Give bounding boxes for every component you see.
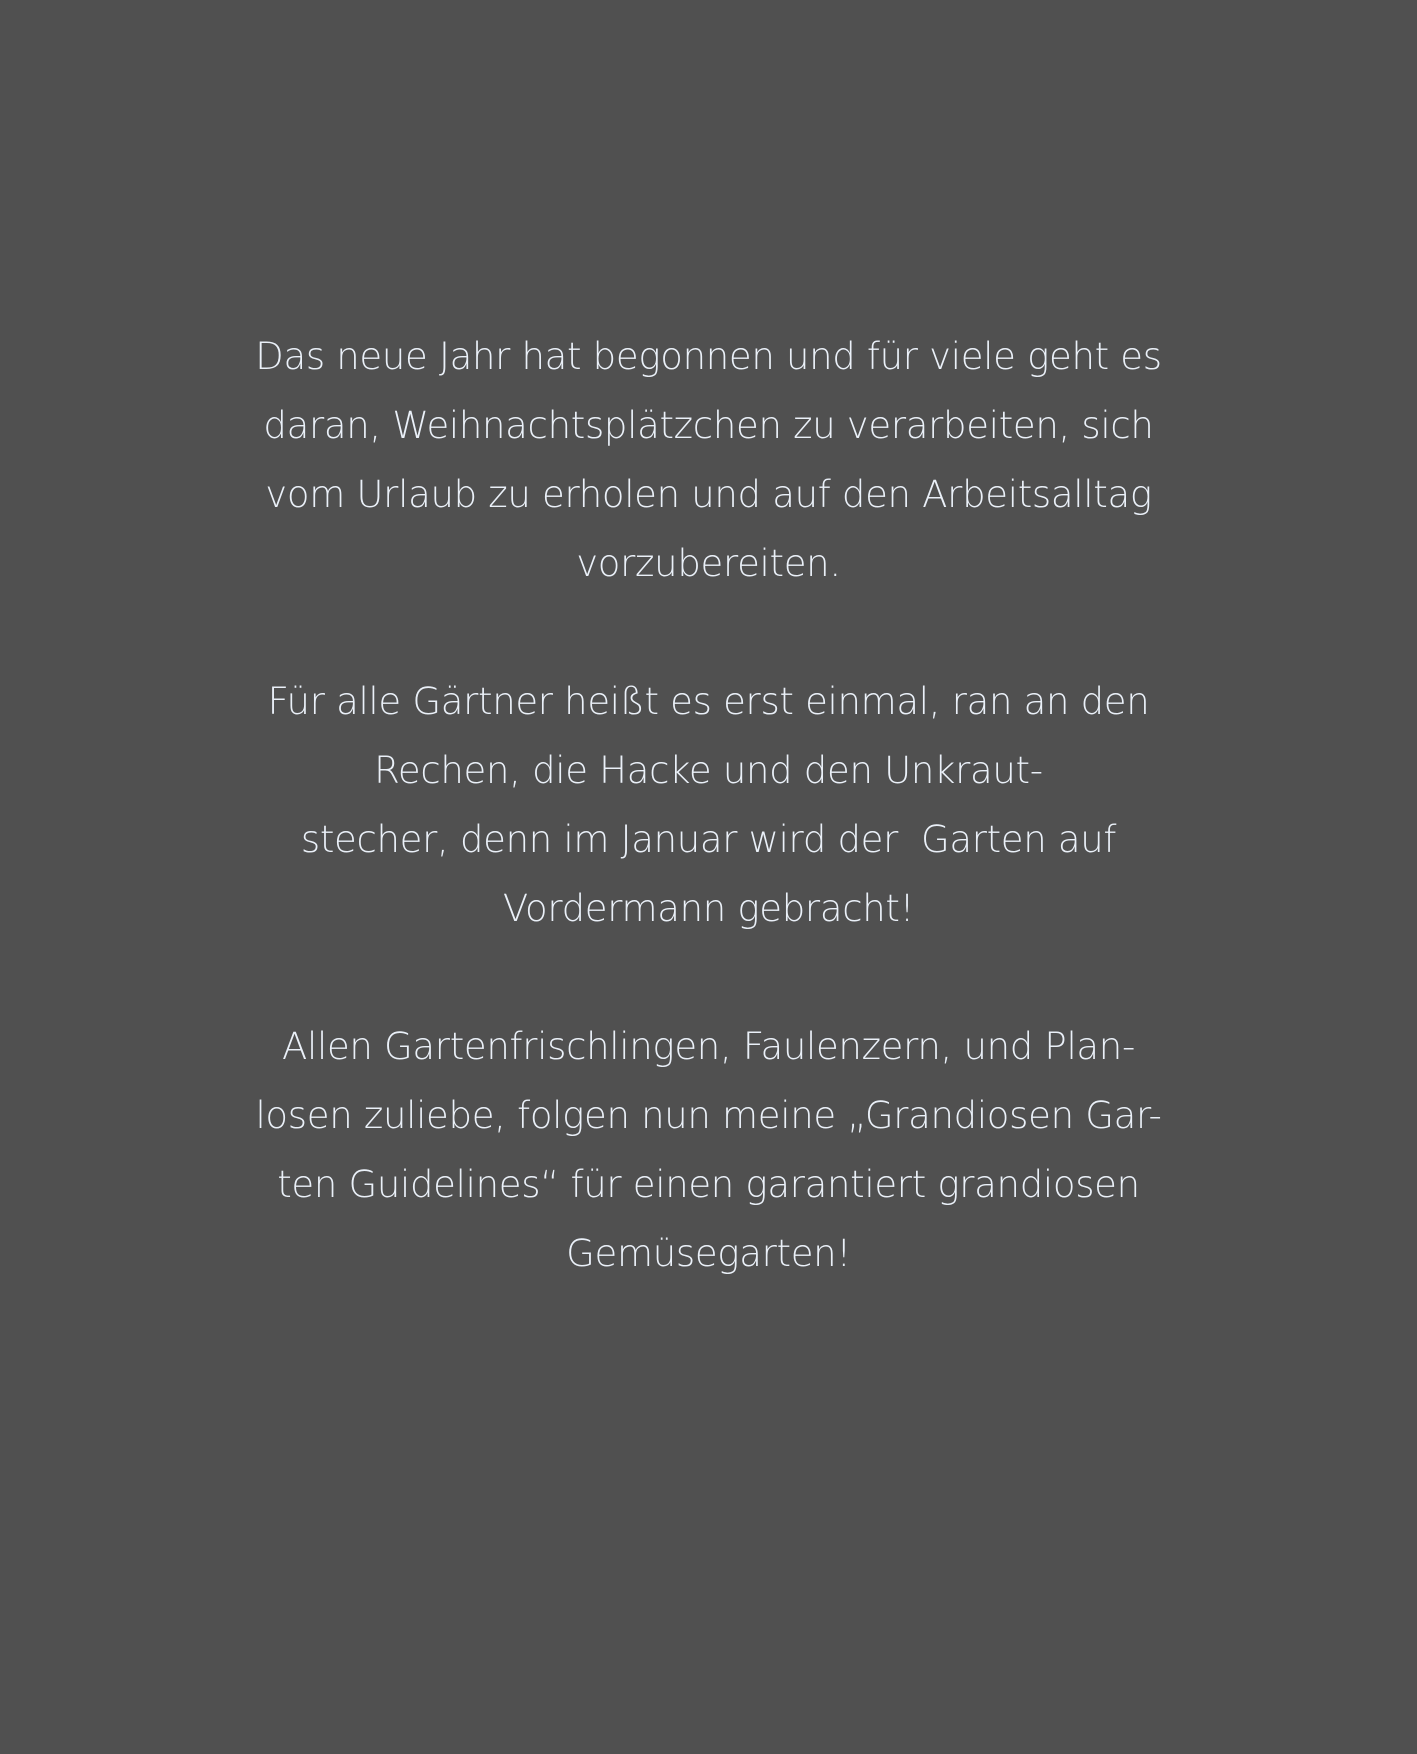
text-line: vom Urlaub zu erholen und auf den Arbeitsalltag bbox=[265, 473, 1152, 516]
text-line: Rechen, die Hacke und den Unkraut- bbox=[374, 749, 1043, 792]
text-line: Vordermann gebracht! bbox=[502, 887, 915, 930]
text-line: ten Guidelines“ für einen garantiert grandiosen bbox=[277, 1163, 1140, 1206]
paragraph-guidelines bbox=[240, 1012, 1177, 1288]
text-line: daran, Weihnachtsplätzchen zu verarbeiten, sich bbox=[263, 404, 1154, 447]
text-line: stecher, denn im Januar wird der Garten auf bbox=[300, 818, 1117, 861]
text-line: vorzubereiten. bbox=[576, 542, 841, 585]
paragraph-gardeners bbox=[240, 667, 1177, 943]
text-line: Gemüsegarten! bbox=[566, 1232, 851, 1275]
intro-text-block bbox=[240, 322, 1177, 1288]
text-line: losen zuliebe, folgen nun meine „Grandiosen Gar- bbox=[255, 1094, 1162, 1137]
paragraph-new-year bbox=[240, 322, 1177, 598]
text-line: Für alle Gärtner heißt es erst einmal, ran an den bbox=[267, 680, 1150, 723]
text-line: Das neue Jahr hat begonnen und für viele geht es bbox=[255, 335, 1162, 378]
text-line: Allen Gartenfrischlingen, Faulenzern, und Plan- bbox=[282, 1025, 1135, 1068]
